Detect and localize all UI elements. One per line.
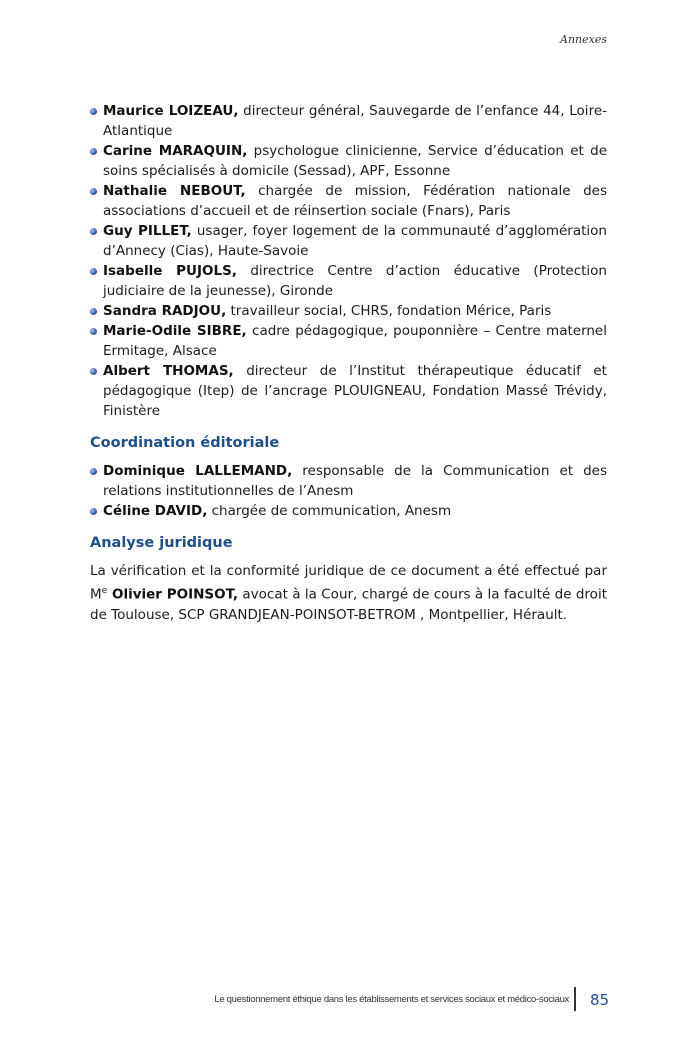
person-description: directeur général, Sauvegarde de l’enfance 44, Loire-Atlantique <box>103 103 607 139</box>
bullet-icon <box>90 308 97 315</box>
list-item <box>90 301 607 321</box>
list-item <box>90 361 607 421</box>
participants-list <box>90 101 607 421</box>
bullet-icon <box>90 188 97 195</box>
lawyer-name: Olivier POINSOT, <box>107 586 239 603</box>
list-item <box>90 221 607 261</box>
person-description: cadre pédagogique, pouponnière – Centre maternel Ermitage, Alsace <box>103 323 607 359</box>
person-description: usager, foyer logement de la communauté d’agglomération d’Annecy (Cias), Haute-Savoie <box>103 223 607 259</box>
bullet-icon <box>90 108 97 115</box>
person-name: Céline DAVID, <box>103 503 208 519</box>
person-description: directeur de l’Institut thérapeutique éducatif et pédagogique (Itep) de l’ancrage PLOUIGNEAU, Fondation Massé Trévidy, Finistère <box>103 363 607 419</box>
person-name: Isabelle PUJOLS, <box>103 263 237 279</box>
person-description: chargée de mission, Fédération nationale des associations d’accueil et de réinsertion sociale (Fnars), Paris <box>103 183 607 219</box>
legal-superscript: e <box>101 586 108 596</box>
page-footer <box>0 986 693 1016</box>
page-number: 85 <box>590 991 610 1009</box>
legal-heading: Analyse juridique <box>90 535 233 551</box>
bullet-icon <box>90 368 97 375</box>
person-description: chargée de communication, Anesm <box>207 503 452 519</box>
bullet-icon <box>90 228 97 235</box>
legal-text-start: La vérification et la conformité juridique de ce document a été effectué par M <box>90 563 607 603</box>
footer-divider <box>574 987 576 1011</box>
bullet-icon <box>90 468 97 475</box>
legal-text-end: avocat à la Cour, chargé de cours à la faculté de droit de Toulouse, SCP GRANDJEAN-POINSOT-BETROM , Montpellier, Hérault. <box>90 586 607 623</box>
list-item <box>90 101 607 141</box>
person-description: psychologue clinicienne, Service d’éducation et de soins spécialisés à domicile (Sessad), APF, Essonne <box>103 143 608 179</box>
person-name: Dominique LALLEMAND, <box>103 463 293 479</box>
person-description: travailleur social, CHRS, fondation Mérice, Paris <box>226 303 552 319</box>
coordination-list <box>90 461 607 521</box>
person-name: Carine MARAQUIN, <box>103 143 248 159</box>
person-name: Nathalie NEBOUT, <box>103 183 246 199</box>
running-header: Annexes <box>560 33 607 46</box>
list-item <box>90 501 607 521</box>
coordination-heading: Coordination éditoriale <box>90 435 280 451</box>
legal-paragraph <box>90 561 607 625</box>
person-description: responsable de la Communication et des relations institutionnelles de l’Anesm <box>103 463 607 499</box>
person-name: Maurice LOIZEAU, <box>103 103 239 119</box>
list-item <box>90 141 607 181</box>
list-item <box>90 321 607 361</box>
list-item <box>90 181 607 221</box>
bullet-icon <box>90 508 97 515</box>
page-content <box>90 101 607 625</box>
person-name: Guy PILLET, <box>103 223 192 239</box>
footer-title: Le questionnement éthique dans les établissements et services sociaux et médico-sociaux <box>214 994 569 1005</box>
person-description: directrice Centre d’action éducative (Protection judiciaire de la jeunesse), Gironde <box>103 263 607 299</box>
list-item <box>90 261 607 301</box>
bullet-icon <box>90 328 97 335</box>
list-item <box>90 461 607 501</box>
person-name: Sandra RADJOU, <box>103 303 227 319</box>
bullet-icon <box>90 268 97 275</box>
person-name: Albert THOMAS, <box>103 363 234 379</box>
person-name: Marie-Odile SIBRE, <box>103 323 247 339</box>
bullet-icon <box>90 148 97 155</box>
